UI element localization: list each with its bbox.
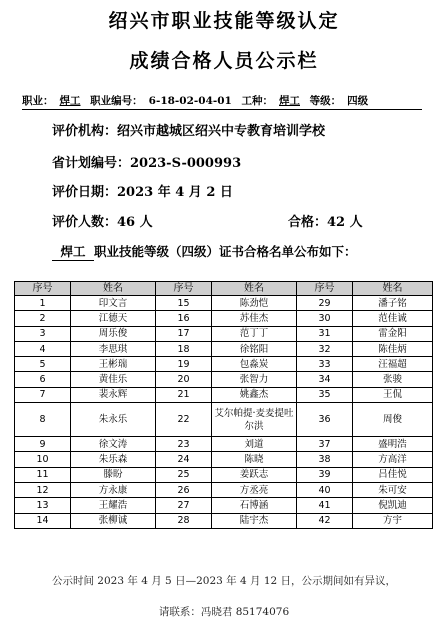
passed-count: 合格：42 人 — [288, 215, 363, 230]
seq-cell: 40 — [297, 482, 353, 497]
seq-cell: 34 — [297, 372, 353, 387]
seq-cell: 27 — [156, 498, 212, 513]
name-cell: 王彬瑞 — [71, 357, 156, 372]
occupation-value: 焊工 — [59, 95, 81, 107]
name-cell: 苏佳杰 — [212, 311, 297, 326]
name-cell: 周俊 — [353, 403, 433, 437]
seq-cell: 30 — [297, 311, 353, 326]
evaluation-count: 评价人数：46 人 — [52, 215, 153, 230]
name-cell: 朱永乐 — [71, 403, 156, 437]
seq-cell: 3 — [15, 326, 71, 341]
seq-cell: 19 — [156, 357, 212, 372]
seq-cell: 16 — [156, 311, 212, 326]
name-cell: 黄佳乐 — [71, 372, 156, 387]
trade-label: 工种： — [241, 95, 273, 107]
table-row — [15, 403, 433, 437]
header-cell: 姓名 — [353, 282, 433, 296]
name-cell: 吕佳悦 — [353, 467, 433, 482]
table-row — [15, 482, 433, 497]
occupation-label: 职业： — [22, 95, 54, 107]
name-cell: 江德天 — [71, 311, 156, 326]
seq-cell: 2 — [15, 311, 71, 326]
table-row — [15, 513, 433, 528]
seq-cell: 36 — [297, 403, 353, 437]
seq-cell: 22 — [156, 403, 212, 437]
seq-cell: 42 — [297, 513, 353, 528]
trade-value: 焊工 — [279, 95, 300, 107]
table-row — [15, 372, 433, 387]
name-cell: 徐文涛 — [71, 437, 156, 452]
seq-cell: 33 — [297, 357, 353, 372]
name-cell: 陈劲恺 — [212, 296, 297, 311]
code-value: 6-18-02-04-01 — [148, 95, 232, 107]
seq-cell: 7 — [15, 387, 71, 402]
level-value: 四级 — [347, 95, 369, 107]
name-cell: 汪福超 — [353, 357, 433, 372]
cert-text: 职业技能等级（四级）证书合格名单公布如下： — [94, 244, 357, 259]
table-row — [15, 296, 433, 311]
seq-cell: 26 — [156, 482, 212, 497]
name-cell: 范丁丁 — [212, 326, 297, 341]
table-row — [15, 326, 433, 341]
name-cell: 张柳诚 — [71, 513, 156, 528]
seq-cell: 10 — [15, 452, 71, 467]
name-cell: 姜跃志 — [212, 467, 297, 482]
name-cell: 包淼炭 — [212, 357, 297, 372]
seq-cell: 4 — [15, 341, 71, 356]
seq-cell: 25 — [156, 467, 212, 482]
header-cell: 姓名 — [71, 282, 156, 296]
name-cell: 印文言 — [71, 296, 156, 311]
name-cell: 王侃 — [353, 387, 433, 402]
name-cell: 王耀浩 — [71, 498, 156, 513]
seq-cell: 8 — [15, 403, 71, 437]
table-row — [15, 467, 433, 482]
name-cell: 石博涵 — [212, 498, 297, 513]
seq-cell: 6 — [15, 372, 71, 387]
seq-cell: 20 — [156, 372, 212, 387]
cert-trade: 焊工 — [52, 242, 94, 261]
results-table — [14, 281, 433, 529]
name-cell: 张骏 — [353, 372, 433, 387]
seq-cell: 29 — [297, 296, 353, 311]
name-cell: 方丞亮 — [212, 482, 297, 497]
table-row — [15, 341, 433, 356]
name-cell: 朱可安 — [353, 482, 433, 497]
code-label: 职业编号： — [90, 95, 143, 107]
seq-cell: 38 — [297, 452, 353, 467]
seq-cell: 24 — [156, 452, 212, 467]
seq-cell: 12 — [15, 482, 71, 497]
name-cell: 雷金阳 — [353, 326, 433, 341]
seq-cell: 9 — [15, 437, 71, 452]
name-cell: 徐铭阳 — [212, 341, 297, 356]
seq-cell: 39 — [297, 467, 353, 482]
seq-cell: 5 — [15, 357, 71, 372]
name-cell: 方高洋 — [353, 452, 433, 467]
name-cell: 张智力 — [212, 372, 297, 387]
table-row — [15, 437, 433, 452]
footer-notice: 公示时间 2023 年 4 月 5 日—2023 年 4 月 12 日，公示期间如有异议， — [51, 575, 397, 587]
certificate-heading — [52, 242, 357, 261]
seq-cell: 18 — [156, 341, 212, 356]
name-cell: 方宇 — [353, 513, 433, 528]
seq-cell: 41 — [297, 498, 353, 513]
seq-cell: 21 — [156, 387, 212, 402]
header-cell: 姓名 — [212, 282, 297, 296]
header-cell: 序号 — [156, 282, 212, 296]
info-line — [22, 93, 422, 110]
evaluation-date: 评价日期：2023 年 4 月 2 日 — [52, 185, 233, 200]
table-row — [15, 311, 433, 326]
table-row — [15, 498, 433, 513]
table-row — [15, 452, 433, 467]
seq-cell: 11 — [15, 467, 71, 482]
level-label: 等级： — [309, 95, 342, 107]
name-cell: 李思琪 — [71, 341, 156, 356]
footer-contact: 请联系：冯晓君 85174076 — [158, 606, 290, 618]
seq-cell: 15 — [156, 296, 212, 311]
seq-cell: 35 — [297, 387, 353, 402]
page-subtitle: 成绩合格人员公示栏 — [129, 50, 319, 72]
name-cell: 陈晓 — [212, 452, 297, 467]
table-row — [15, 387, 433, 402]
name-cell: 裴永辉 — [71, 387, 156, 402]
table-row — [15, 357, 433, 372]
seq-cell: 17 — [156, 326, 212, 341]
name-cell: 陈佳炳 — [353, 341, 433, 356]
name-cell: 倪凯迪 — [353, 498, 433, 513]
name-cell: 潘子铭 — [353, 296, 433, 311]
seq-cell: 14 — [15, 513, 71, 528]
seq-cell: 1 — [15, 296, 71, 311]
name-cell: 艾尔帕提·麦麦提吐尔洪 — [212, 403, 297, 437]
name-cell: 朱乐森 — [71, 452, 156, 467]
name-cell: 方永康 — [71, 482, 156, 497]
seq-cell: 28 — [156, 513, 212, 528]
name-cell: 刘道 — [212, 437, 297, 452]
plan-number: 省计划编号：2023-S-000993 — [52, 156, 242, 171]
name-cell: 周乐俊 — [71, 326, 156, 341]
name-cell: 姚鑫杰 — [212, 387, 297, 402]
page-title: 绍兴市职业技能等级认定 — [108, 10, 340, 32]
evaluation-org: 评价机构：绍兴市越城区绍兴中专教育培训学校 — [52, 124, 326, 139]
seq-cell: 32 — [297, 341, 353, 356]
header-cell: 序号 — [297, 282, 353, 296]
name-cell: 陆宇杰 — [212, 513, 297, 528]
table-header-row — [15, 282, 433, 296]
header-cell: 序号 — [15, 282, 71, 296]
seq-cell: 23 — [156, 437, 212, 452]
name-cell: 范佳诚 — [353, 311, 433, 326]
seq-cell: 37 — [297, 437, 353, 452]
name-cell: 盛明浩 — [353, 437, 433, 452]
seq-cell: 31 — [297, 326, 353, 341]
name-cell: 滕盼 — [71, 467, 156, 482]
seq-cell: 13 — [15, 498, 71, 513]
